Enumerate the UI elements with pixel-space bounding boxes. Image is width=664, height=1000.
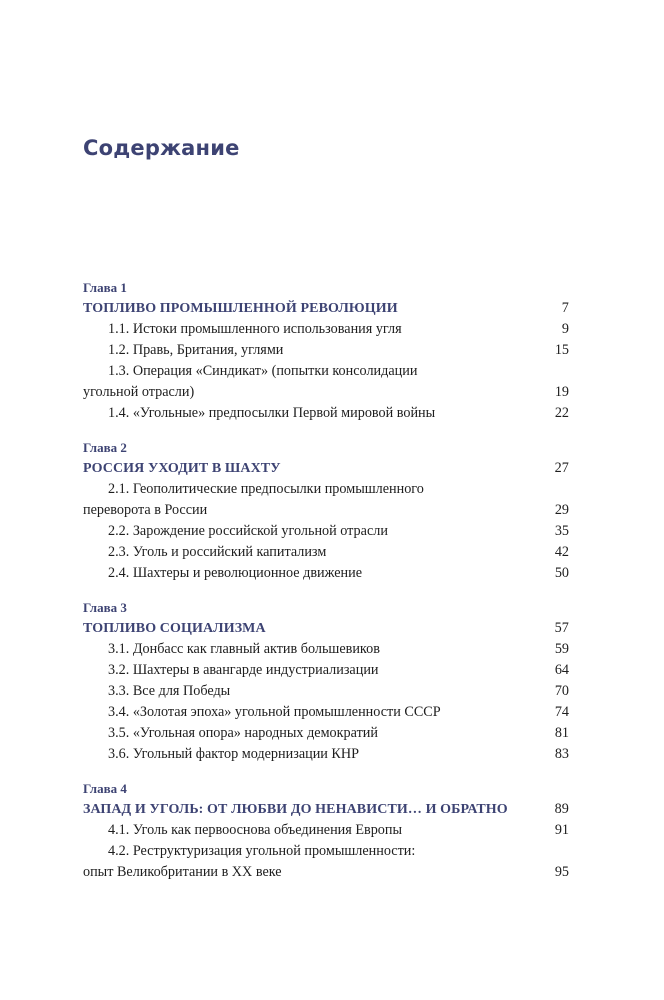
section-title: 3.3. Все для Победы [108, 683, 231, 699]
section-row[interactable] [83, 361, 569, 382]
section-title: 3.5. «Угольная опора» народных демократий [108, 725, 378, 741]
section-row[interactable] [83, 702, 569, 723]
section-row[interactable] [83, 340, 569, 361]
page-number: 95 [554, 864, 569, 880]
chapter-title-row[interactable] [83, 298, 569, 319]
page-number: 35 [554, 523, 569, 539]
section-row[interactable] [83, 820, 569, 841]
chapter-title: ТОПЛИВО ПРОМЫШЛЕННОЙ РЕВОЛЮЦИИ [83, 301, 398, 316]
section-row-continuation[interactable] [83, 862, 569, 883]
section-title: 4.2. Реструктуризация угольной промышленности: [108, 843, 416, 859]
section-row[interactable] [83, 639, 569, 660]
page-number: 57 [554, 620, 569, 636]
page-number: 27 [554, 460, 569, 476]
section-title: 3.2. Шахтеры в авангарде индустриализации [108, 662, 379, 678]
section-title: 1.3. Операция «Синдикат» (попытки консолидации [108, 363, 418, 379]
section-title: 2.2. Зарождение российской угольной отрасли [108, 523, 388, 539]
page-number: 89 [554, 801, 569, 817]
chapter-label: Глава 4 [83, 781, 127, 796]
section-title: 1.2. Правь, Британия, углями [108, 342, 284, 358]
section-title: 3.1. Донбасс как главный актив большевиков [108, 641, 380, 657]
chapter-title: ЗАПАД И УГОЛЬ: ОТ ЛЮБВИ ДО НЕНАВИСТИ… И ОБРАТНО [83, 802, 508, 817]
chapter-label: Глава 1 [83, 280, 127, 295]
section-row[interactable] [83, 841, 569, 862]
page-number: 91 [554, 822, 569, 838]
chapter-title-row[interactable] [83, 618, 569, 639]
page-number: 59 [554, 641, 569, 657]
page-number: 74 [554, 704, 569, 720]
chapter-block [83, 438, 569, 584]
chapter-block [83, 278, 569, 424]
section-row[interactable] [83, 563, 569, 584]
section-row[interactable] [83, 723, 569, 744]
page-number: 50 [554, 565, 569, 581]
page-number: 22 [554, 405, 569, 421]
section-row-continuation[interactable] [83, 500, 569, 521]
chapter-label: Глава 3 [83, 600, 127, 615]
section-row[interactable] [83, 660, 569, 681]
page-title: Содержание [83, 136, 240, 160]
section-row[interactable] [83, 479, 569, 500]
chapter-block [83, 779, 569, 883]
section-title-continuation: переворота в России [83, 502, 208, 518]
page-number: 83 [554, 746, 569, 762]
page-number: 19 [554, 384, 569, 400]
page-number: 29 [554, 502, 569, 518]
page-number: 70 [554, 683, 569, 699]
table-of-contents [83, 278, 569, 897]
page-number: 81 [554, 725, 569, 741]
page-number: 15 [554, 342, 569, 358]
section-title: 1.4. «Угольные» предпосылки Первой мировой войны [108, 405, 436, 421]
chapter-title-row[interactable] [83, 458, 569, 479]
section-title: 4.1. Уголь как первооснова объединения Европы [108, 822, 403, 838]
section-row[interactable] [83, 681, 569, 702]
section-title: 2.1. Геополитические предпосылки промышленного [108, 481, 424, 497]
page-number: 64 [554, 662, 569, 678]
page-number: 7 [561, 300, 569, 316]
section-row[interactable] [83, 319, 569, 340]
section-title: 1.1. Истоки промышленного использования угля [108, 321, 402, 337]
section-row[interactable] [83, 542, 569, 563]
section-title-continuation: опыт Великобритании в XX веке [83, 864, 282, 880]
chapter-block [83, 598, 569, 765]
page-number: 9 [561, 321, 569, 337]
section-title: 2.3. Уголь и российский капитализм [108, 544, 327, 560]
chapter-title: РОССИЯ УХОДИТ В ШАХТУ [83, 461, 281, 476]
section-title: 3.6. Угольный фактор модернизации КНР [108, 746, 360, 762]
section-row[interactable] [83, 744, 569, 765]
section-row-continuation[interactable] [83, 382, 569, 403]
section-row[interactable] [83, 403, 569, 424]
section-title: 2.4. Шахтеры и революционное движение [108, 565, 363, 581]
section-title: 3.4. «Золотая эпоха» угольной промышленности СССР [108, 704, 441, 720]
section-row[interactable] [83, 521, 569, 542]
page-number: 42 [554, 544, 569, 560]
section-title-continuation: угольной отрасли) [83, 384, 195, 400]
chapter-title-row[interactable] [83, 799, 569, 820]
chapter-label: Глава 2 [83, 440, 127, 455]
chapter-title: ТОПЛИВО СОЦИАЛИЗМА [83, 621, 266, 636]
